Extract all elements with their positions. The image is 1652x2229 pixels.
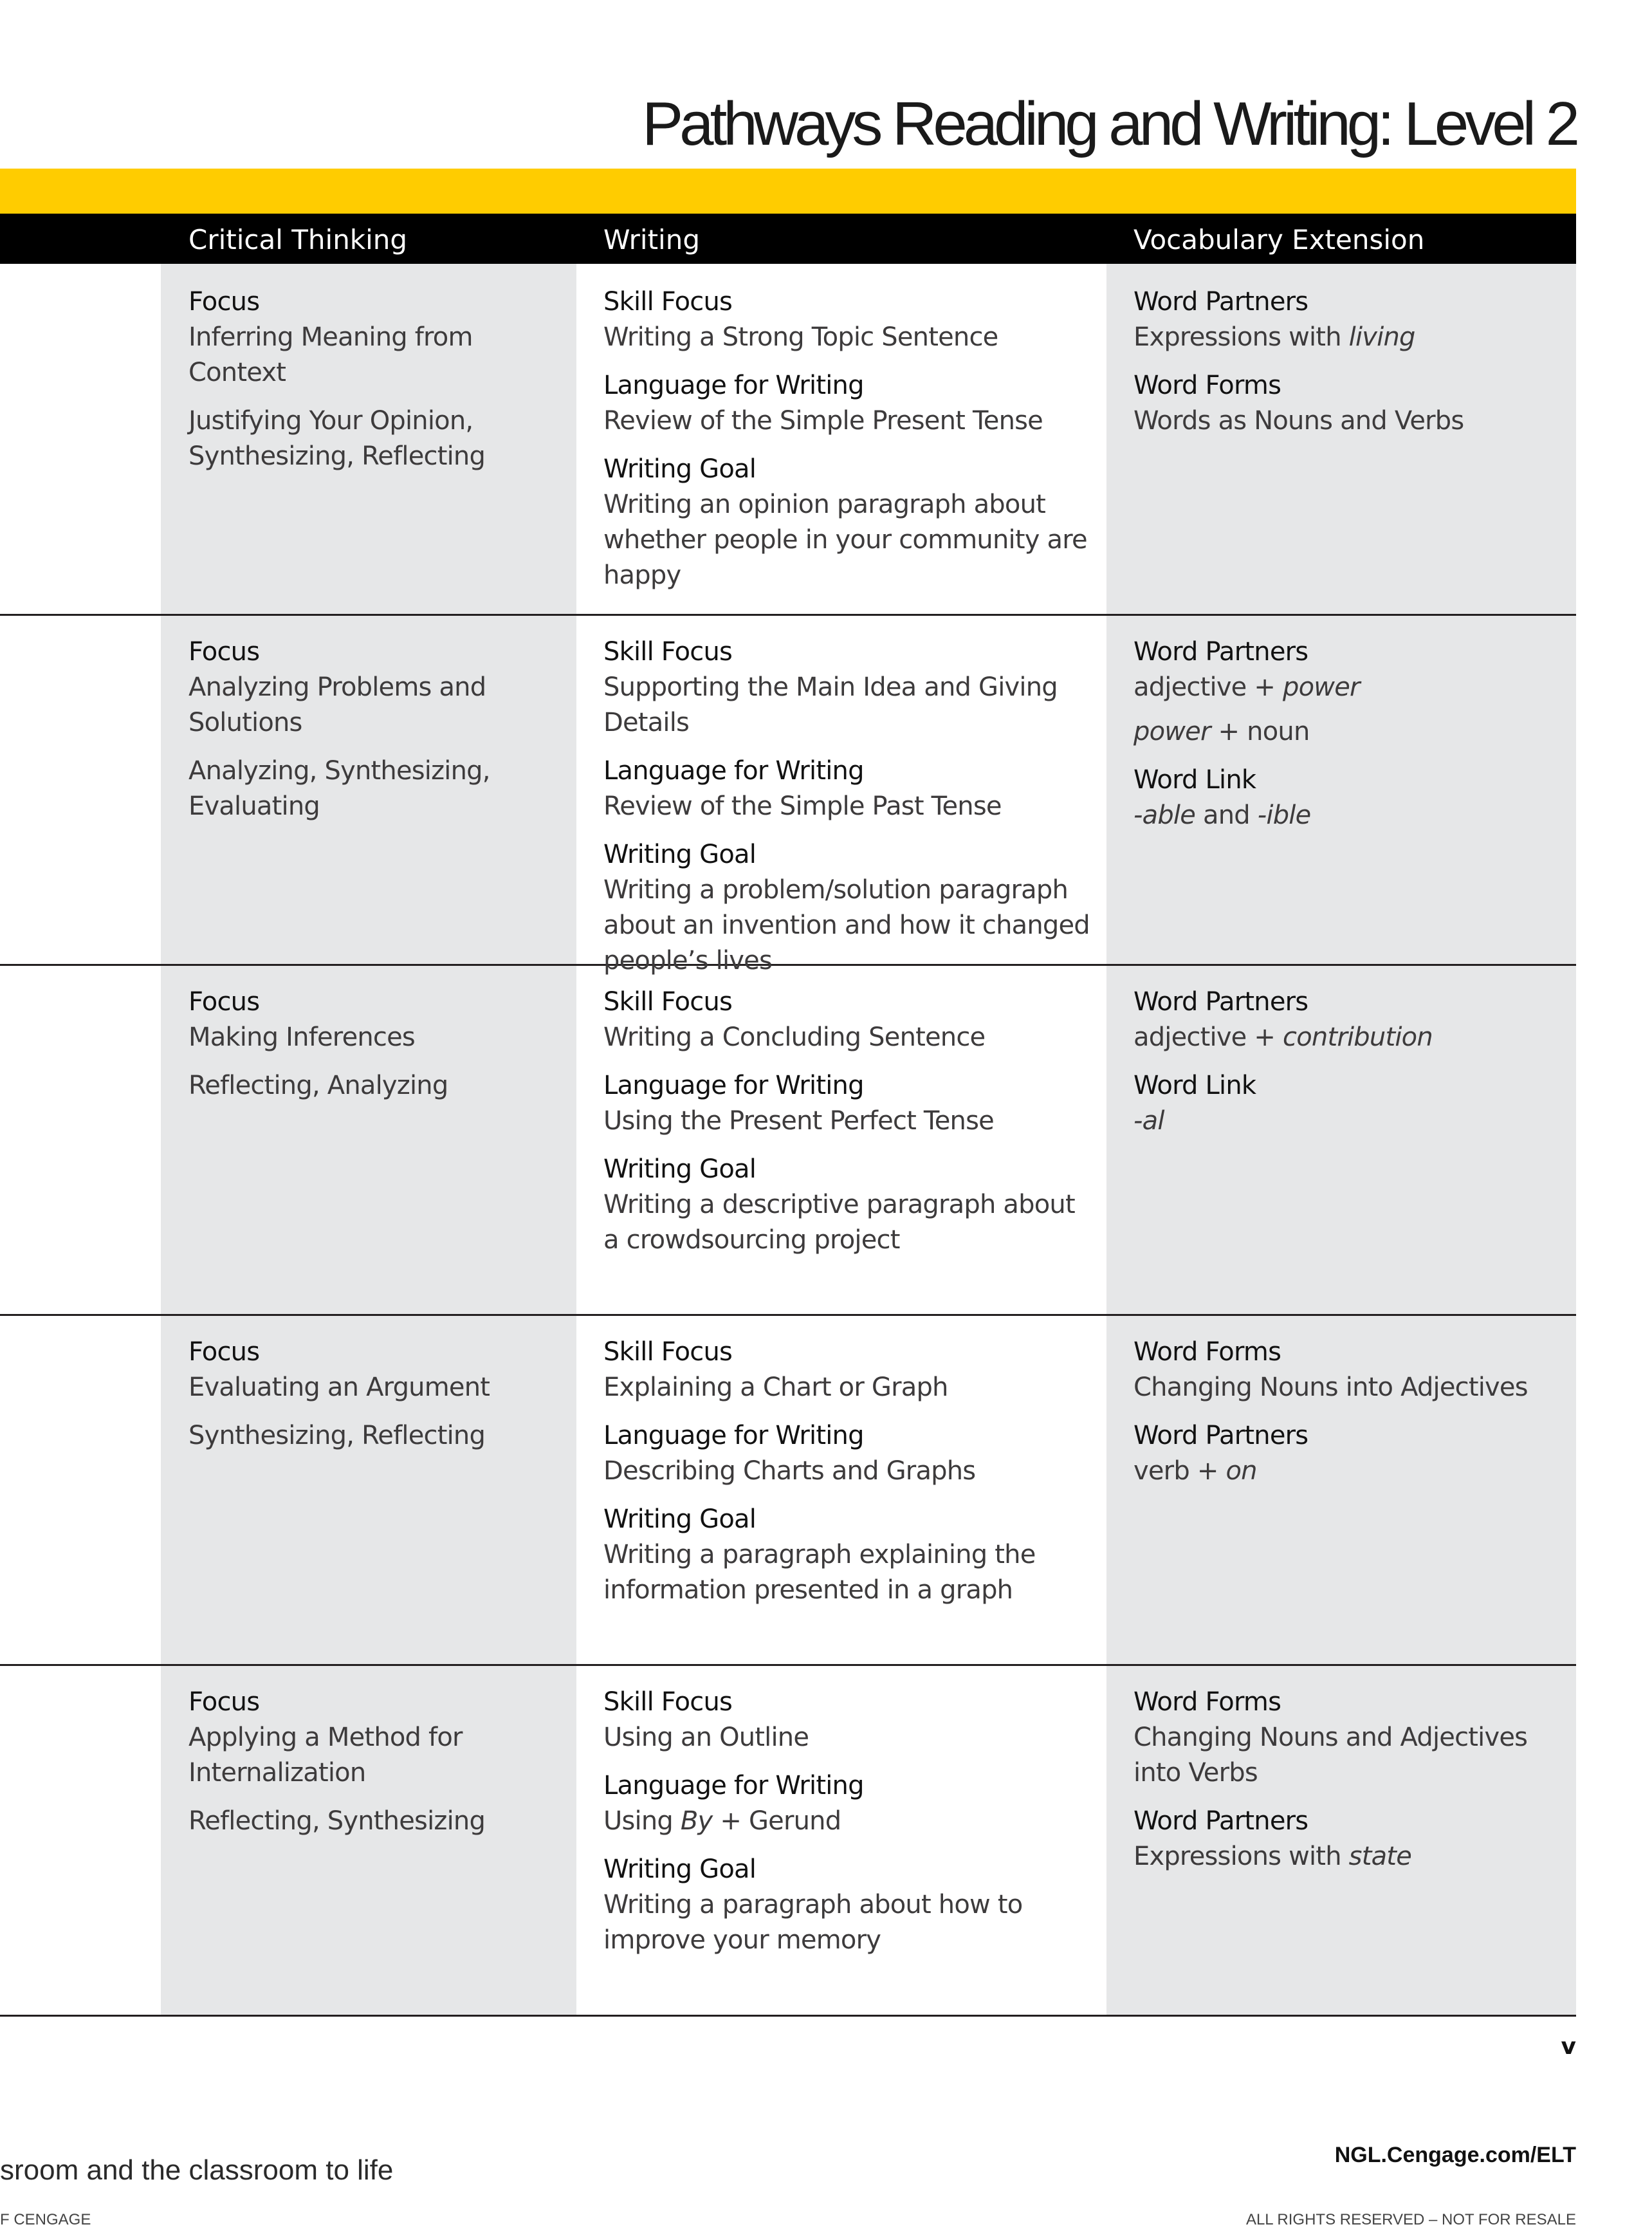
focus-label: Focus [188,1687,260,1717]
vocab-text-plain: Expressions with [1133,1842,1349,1871]
row-1-critical-thinking [188,284,568,474]
writing-goal-text: Writing a paragraph explaining the information presented in a graph [603,1540,1036,1605]
vocab-label: Word Forms [1133,1337,1281,1367]
row-5-vocabulary [1133,1685,1545,1887]
skill-focus-text: Supporting the Main Idea and Giving Details [603,672,1058,737]
skill-focus-text: Writing a Strong Topic Sentence [603,322,998,352]
row-1-vocabulary [1133,284,1565,452]
writing-goal-label: Writing Goal [603,840,757,869]
vocab-label: Word Partners [1133,637,1308,667]
vocab-text-plain: verb + [1133,1456,1226,1486]
writing-goal-label: Writing Goal [603,1154,757,1184]
row-3-writing [603,985,1092,1271]
skill-focus-label: Skill Focus [603,1687,733,1717]
vocab-text-plain: + noun [1210,717,1310,746]
header-vocabulary-extension: Vocabulary Extension [1133,224,1425,255]
writing-goal-text: Writing a paragraph about how to improve your memory [603,1890,1023,1955]
footer-tagline: sroom and the classroom to life [0,2154,394,2186]
row-5-writing [603,1685,1092,1971]
writing-goal-text: Writing an opinion paragraph about whether people in your community are happy [603,490,1087,590]
focus-text: Applying a Method for Internalization [188,1723,463,1788]
vocab-text: Changing Nouns and Adjectives into Verbs [1133,1723,1528,1788]
writing-goal-label: Writing Goal [603,1854,757,1884]
language-label: Language for Writing [603,1771,864,1800]
language-label: Language for Writing [603,371,864,400]
row-1-writing [603,284,1092,606]
vocab-label: Word Link [1133,1071,1256,1100]
vocab-text-italic: -able [1133,800,1196,830]
language-text [603,1804,1092,1839]
writing-goal-text: Writing a descriptive paragraph about a crowdsourcing project [603,1190,1075,1255]
vocab-label: Word Link [1133,765,1256,795]
vocab-label: Word Partners [1133,987,1308,1017]
language-text-italic: By [680,1806,713,1836]
vocab-text-italic: power [1283,672,1360,702]
language-label: Language for Writing [603,1071,864,1100]
row-2-vocabulary [1133,634,1565,846]
row-divider [0,614,1576,616]
focus-text: Making Inferences [188,1022,415,1052]
row-divider [0,1664,1576,1666]
vocab-text [1133,320,1565,355]
row-2-critical-thinking [188,634,549,824]
header-critical-thinking: Critical Thinking [188,224,408,255]
vocab-text [1133,1454,1565,1489]
thinking-skills: Analyzing, Synthesizing, Evaluating [188,756,490,821]
vocab-text-italic: -ible [1257,800,1311,830]
vocab-text-plain: adjective + [1133,1022,1283,1052]
vocab-text [1133,714,1565,750]
thinking-skills: Justifying Your Opinion, Synthesizing, Reflecting [188,406,486,471]
thinking-skills: Synthesizing, Reflecting [188,1421,486,1450]
skill-focus-text: Using an Outline [603,1723,809,1752]
language-label: Language for Writing [603,1421,864,1450]
focus-label: Focus [188,1337,260,1367]
focus-label: Focus [188,987,260,1017]
skill-focus-label: Skill Focus [603,987,733,1017]
skill-focus-label: Skill Focus [603,1337,733,1367]
page-number: v [1561,2033,1576,2060]
row-4-writing [603,1335,1092,1621]
language-text: Review of the Simple Present Tense [603,406,1043,436]
row-4-critical-thinking [188,1335,568,1454]
vocab-text [1133,1020,1565,1055]
focus-label: Focus [188,287,260,317]
vocab-text-italic: contribution [1283,1022,1433,1052]
row-3-vocabulary [1133,985,1565,1152]
focus-text: Inferring Meaning from Context [188,322,473,387]
footer-url[interactable]: NGL.Cengage.com/ELT [1334,2143,1576,2167]
language-text: Review of the Simple Past Tense [603,791,1002,821]
language-label: Language for Writing [603,756,864,786]
vocab-label: Word Forms [1133,371,1281,400]
footer-rights: ALL RIGHTS RESERVED – NOT FOR RESALE [1245,2211,1576,2228]
skill-focus-text: Writing a Concluding Sentence [603,1022,986,1052]
row-2-writing [603,634,1092,992]
vocab-label: Word Forms [1133,1687,1281,1717]
focus-text: Evaluating an Argument [188,1373,490,1402]
vocab-label: Word Partners [1133,1421,1308,1450]
row-divider [0,1314,1576,1316]
language-text: Using the Present Perfect Tense [603,1106,994,1136]
header-writing: Writing [603,224,700,255]
skill-focus-label: Skill Focus [603,637,733,667]
vocab-text: Words as Nouns and Verbs [1133,406,1464,436]
skill-focus-text: Explaining a Chart or Graph [603,1373,948,1402]
vocab-text [1133,670,1565,705]
vocab-text-plain: adjective + [1133,672,1283,702]
row-3-critical-thinking [188,985,568,1104]
vocab-text-plain: and [1195,800,1258,830]
page-title: Pathways Reading and Writing: Level 2 [642,89,1576,158]
language-text-plain: + Gerund [712,1806,841,1836]
vocab-text-italic: power [1133,717,1211,746]
language-text: Describing Charts and Graphs [603,1456,976,1486]
language-text-plain: Using [603,1806,681,1836]
vocab-text-italic: state [1348,1842,1412,1871]
writing-goal-label: Writing Goal [603,1504,757,1534]
vocab-text-italic: living [1348,322,1415,352]
row-divider [0,2015,1576,2017]
vocab-text: Changing Nouns into Adjectives [1133,1373,1528,1402]
vocab-text: -al [1133,1106,1164,1136]
yellow-accent-bar [0,169,1576,214]
row-4-vocabulary [1133,1335,1565,1502]
focus-text: Analyzing Problems and Solutions [188,672,486,737]
thinking-skills: Reflecting, Analyzing [188,1071,448,1100]
vocab-label: Word Partners [1133,1806,1308,1836]
writing-goal-text: Writing a problem/solution paragraph about an invention and how it changed people’s lives [603,875,1090,976]
focus-label: Focus [188,637,260,667]
thinking-skills: Reflecting, Synthesizing [188,1806,486,1836]
skill-focus-label: Skill Focus [603,287,733,317]
vocab-label: Word Partners [1133,287,1308,317]
vocab-text-italic: on [1225,1456,1257,1486]
vocab-text [1133,1839,1545,1874]
writing-goal-label: Writing Goal [603,454,757,484]
vocab-text-plain: Expressions with [1133,322,1349,352]
vocab-text [1133,798,1565,833]
row-5-critical-thinking [188,1685,549,1839]
footer-copyright: F CENGAGE [0,2211,91,2228]
